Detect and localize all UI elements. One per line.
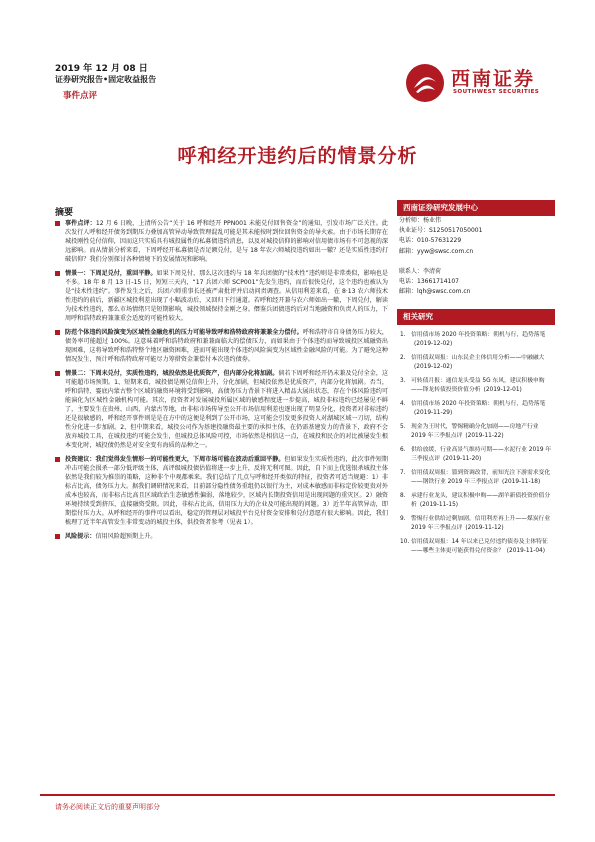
bullet-square-icon [55, 534, 60, 539]
report-category: 事件点评 [63, 91, 98, 101]
related-report-item[interactable]: 7. 信用债双周报：篡到资调改背，前知光注下游需求变化——钢铁行业 2019 年三季报点评 (2019-11-18) [400, 470, 551, 486]
report-date: 2019 年 12 月 08 日 [55, 64, 148, 74]
logo-name: 西南证券 [451, 68, 536, 90]
related-report-item[interactable]: 2. 信用债双周报：山东民企主体信用分析——中融融大(2019-12-02) [400, 355, 545, 371]
report-type: 证券研究报告•固定收益报告 [55, 75, 157, 84]
summary-paragraph: 投资建议：我们觉得发生情形一的可能性更大，下周市场可能在波动后重回平静。但如果发生实质性违约，此次事件短期冲击可能会损杀一部分低评级主体，高评级城投债估值将进一步上升，反将无利可图。因此，自下而上优选银杀城投主体依然是我们较为推崇的策略，这种非个中观都乘来。我们总结了几点与呼和经开类似的特征，投资者可适当规避：1）非标占比高，债务压力大。据我们调研情况来看，目前部分隐性债务重组仍以银行为主，对成本敏感而非标定价较更贵对外成本也较高，而非标占比高且区域政治生态敏感性偏弱，落地较少，区域内长期投资信用是出现问题的重灾区。2）融资环境持续受到挤压，直接融资受限。因此，非标占比高，信用压力大的企业及可能出现的问题。3）近半年高管异动，即期偿付压力大。从呼和经开的事件可以看出，稳定的管理层对城投平台兑付资金安排和兑付意愿有很大影响。因此，我们梳理了近半年高管发生非常变动的城投主体，供投资者参考（见表 1）。 [55, 455, 388, 527]
company-logo [404, 62, 554, 106]
summary-paragraph: 风险提示：信用风险超预期上升。 [55, 532, 388, 541]
bullet-square-icon [55, 271, 60, 276]
contact-name: 联系人：李清荷 [399, 267, 442, 275]
summary-paragraph: 情景一：下周足兑付，重回平静。如果下周兑付，那么这次违约与 18 年兵团债的“技术性”违约则是非常类似，影响也是不多。18 年 8 月 13 日-15 日，短短三天内，“17 兵团六师 SCP001”先发生违约，而后很快兑付，这个违约也被认为是“技术性违约”。事件发生之后，兵团六师重事长还被严肃批评并启动问责调查。从信用利差来看，在 8·13 农六师技术性违约的前后，新疆区城投利差出现了小幅波动后，又回归下行通道。若呼和经开兼与农六师如出一辙，下周兑付，解读为技术性违约，那么市场情绪只是短期影响，城投领域保持金刚之身。僭鉴兵团债违约后对当地融资和负责人的压力，下周呼和浩特政府兼兼重会适度的可能性较大。 [55, 269, 388, 323]
summary-paragraph: 情景二：下周未兑付，实质性违约，城投依然是优质资产，但内部分化将加剧。倘若下周呼和经开仍未兼及兑付全金，这可能超市场预期。1、短期来看，城投债是刚兑信仰上升，分化加剧，但城投依然是优质资产，内部分化将加剧。否当，呼和浩特、霎底内蒙古整个区域的融资环境将受到影响，高债务压力背景下将进入精品大展出状态，存在个体风险违约可能演化为区城性金融机构可能。其次，投资者对发展城投所属区域的敏感程度进一步提高，城投非标违约已经屡见不鲜了，主要发生在贵州、山西、内蒙古等地，由非标市场传导至公开市场信用利差也逐出现了明显分化，投资者对非标违约还是很敏感的，呼和经开事件则是是在方中的这便是利到了公开市场，这可能会引发更多投资人对湖城区域一刀切，结构性分化进一步加剧。2、但中期来看，城投公司作为基建投融资最主要的承担主体，在仍需基建发力的背景下，政府不会放弃城投工具，在城投违约可能会发生，但城投总体风险可控，市场依然是相信这一点，在城投和民企的对比被屡发生根本变化时，城投债仍然是对安全变有海质的品种之一。 [55, 369, 388, 450]
license-number: 执业证号：S1250517050001 [399, 227, 483, 235]
analyst-phone: 电话：010-57631229 [399, 237, 462, 245]
logo-emblem-icon [404, 62, 446, 104]
footer-disclaimer: 请务必阅读正文后的重要声明部分 [55, 803, 160, 811]
summary-paragraph: 事件点评：12 月 6 日晚，上清所公告“关于 16 呼和经开 PPN001 未能兑付回售资金”的通知，引发市场广泛关注。此次发行人呼和经开债务到期压力叠加高管异动导致管理混乱可能是其未能按时到位回售资金的导火索。由于市场长期存在城投刚性兑付信仰，因而这只实质具有城投属性的私募债违约消息，以及对城投信仰的影响对信用债市场有不可忽视的深远影响。而从情景分析来看，下周呼经开私募债是否足额兑付，是与 18 年农六师城投违约如出一辙？还是实质性违约打破信仰？我们分别探讨各种情境下的发展情况和影响。 [55, 219, 388, 264]
logo-en: SOUTHWEST SECURITIES [453, 89, 540, 95]
contact-spacer [399, 257, 555, 267]
research-center-header: 西南证券研究发展中心 [397, 200, 555, 216]
summary-paragraph: 防范个体违约风险演变为区域性金融危机的压力可能导致呼和浩特政府将兼兼全力偿付。呼和浩特市自身债务压力较大，债务率可能超过 100%。这意味着呼和浩特政府和兼兼面临大的偿债压力，而如果由于个体违约而导致城投区域融资出现困难，这将导致呼和浩特整个地区融资困难，进而可能出现个体违约风险演变为区域性金融风险的可能。为了避免这种情况发生，预计呼和浩特政府可能尽力筹措资金兼偿付本次违约债券。 [55, 328, 388, 364]
related-report-item[interactable]: 10. 信用债双周报：14 年以来已兑付违约债券及主体特征——哪些主体更可能获得兑付资金？ (2019-11-04) [400, 539, 548, 555]
related-report-item[interactable]: 3. 可转债月报：通信龙头受益 5G 东风，建议积极申购——锋龙转债投资价值分析 (2019-12-01) [400, 378, 545, 394]
analyst-email[interactable]: 邮箱：yyw@swsc.com.cn [399, 247, 474, 255]
bullet-square-icon [55, 457, 60, 462]
related-research-header: 相关研究 [397, 309, 555, 325]
summary-heading: 摘要 [55, 208, 74, 218]
sidebar [397, 200, 555, 561]
related-report-item[interactable]: 1. 信用债市场 2020 年投资策略：朝机与行，趋势落笔(2019-12-02) [400, 332, 546, 348]
analyst-name: 分析师：杨业伟 [399, 217, 442, 224]
contact-phone: 电话：13661714107 [399, 278, 459, 286]
bullet-square-icon [55, 330, 60, 335]
related-report-item[interactable]: 8. 承建行业龙头，建议积极申购——湖羊新债投资价值分析 (2019-11-15) [400, 493, 551, 509]
analyst-contacts [397, 216, 555, 297]
bullet-square-icon [55, 371, 60, 376]
summary-body [55, 219, 388, 546]
contact-email[interactable]: 邮箱：lqh@swsc.com.cn [399, 288, 471, 296]
footer-divider [40, 794, 555, 796]
bullet-square-icon [55, 221, 60, 226]
related-report-item[interactable]: 6. 供给放缓，行业高景气维持可期——水泥行业 2019 年三季报点评 (2019-11-20) [400, 447, 552, 463]
related-research-list [397, 331, 555, 556]
related-report-item[interactable]: 5. 现金为王时代，警惕精确分化加剧——房地产行业 2019 年三季报点评 (2019-11-22) [400, 424, 539, 440]
report-title: 呼和经开违约后的情景分析 [177, 145, 418, 167]
related-report-item[interactable]: 4. 信用债市场 2020 年投资策略：朝机与行，趋势落笔(2019-11-29) [400, 401, 546, 417]
related-report-item[interactable]: 9. 警惕行业供给过剩加剧，信用利差再上升——煤炭行业 2019 年三季报点评 (2019-11-12) [400, 516, 551, 532]
